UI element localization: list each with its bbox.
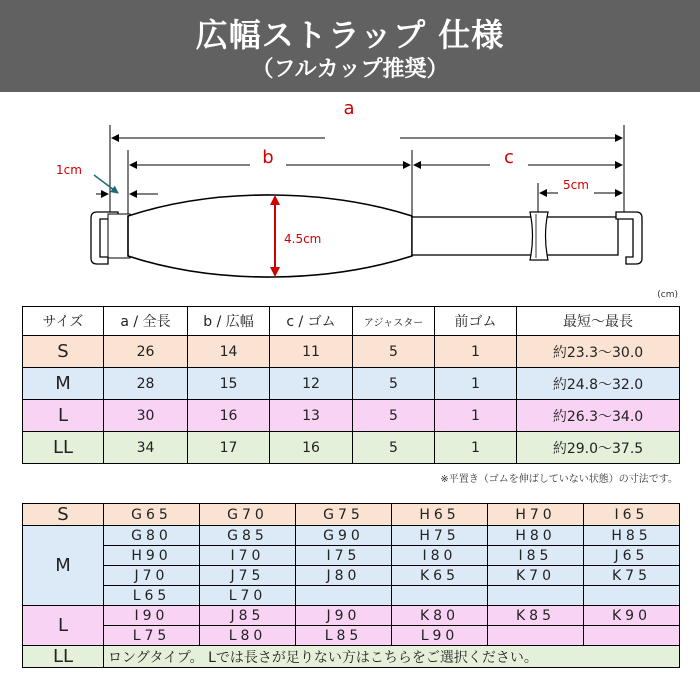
bra-size-cell: H80 [488, 526, 584, 546]
bra-size-cell: G85 [200, 526, 296, 546]
bra-size-cell: J75 [200, 566, 296, 586]
spec-adjuster: 5 [353, 400, 435, 432]
bra-row-m [23, 526, 680, 546]
bra-size-cell: G80 [104, 526, 200, 546]
label-width: 4.5cm [284, 232, 322, 246]
bra-size-label: S [23, 504, 104, 526]
bra-size-cell: L90 [392, 626, 488, 646]
bra-row-m [23, 586, 680, 606]
spec-adjuster: 5 [353, 368, 435, 400]
spec-front: 1 [435, 336, 517, 368]
bra-row-l [23, 606, 680, 626]
spec-range: 約23.3〜30.0 [517, 336, 680, 368]
page-subtitle: （フルカップ推奨） [251, 57, 449, 82]
bra-row-m [23, 566, 680, 586]
spec-b: 14 [188, 336, 270, 368]
pointer-1cm [94, 175, 118, 193]
page-title: 広幅ストラップ 仕様 [195, 16, 505, 54]
bra-size-cell: G65 [104, 504, 200, 526]
header-c: c / ゴム [270, 307, 353, 336]
spec-a: 34 [104, 432, 188, 464]
spec-a: 26 [104, 336, 188, 368]
spec-table [22, 306, 680, 464]
label-1cm: 1cm [56, 163, 82, 177]
bra-size-cell: H70 [488, 504, 584, 526]
bra-size-cell [392, 586, 488, 606]
spec-row-l [23, 400, 680, 432]
bra-size-table [22, 503, 680, 668]
strap-diagram [0, 92, 700, 292]
bra-size-label: LL [23, 646, 104, 668]
bra-size-cell: I90 [104, 606, 200, 626]
bra-size-cell: J70 [104, 566, 200, 586]
spec-front: 1 [435, 400, 517, 432]
bra-row-ll [23, 646, 680, 668]
bra-row-l [23, 626, 680, 646]
bra-size-cell: K75 [584, 566, 680, 586]
bra-size-cell: K70 [488, 566, 584, 586]
spec-b: 16 [188, 400, 270, 432]
header-a: a / 全長 [104, 307, 188, 336]
bra-size-cell: K80 [392, 606, 488, 626]
header-banner [0, 0, 700, 92]
bra-size-cell: J90 [296, 606, 392, 626]
bra-size-cell: K65 [392, 566, 488, 586]
bra-size-cell: L85 [296, 626, 392, 646]
bra-size-cell: I75 [296, 546, 392, 566]
strap-illustration [91, 195, 642, 277]
spec-range: 約26.3〜34.0 [517, 400, 680, 432]
bra-size-cell [488, 626, 584, 646]
spec-c: 16 [270, 432, 353, 464]
bra-size-cell: I70 [200, 546, 296, 566]
spec-header-row [23, 307, 680, 336]
spec-c: 12 [270, 368, 353, 400]
spec-front: 1 [435, 432, 517, 464]
bra-size-cell: H90 [104, 546, 200, 566]
bra-size-cell: J65 [584, 546, 680, 566]
bra-size-cell: J80 [296, 566, 392, 586]
label-b: b [262, 147, 274, 168]
bra-size-cell [296, 586, 392, 606]
header-adjuster: アジャスター [353, 307, 435, 336]
bra-size-cell: I65 [584, 504, 680, 526]
spec-size: M [23, 368, 104, 400]
bra-size-cell: L65 [104, 586, 200, 606]
bra-size-cell: H65 [392, 504, 488, 526]
spec-a: 28 [104, 368, 188, 400]
bra-size-cell [584, 586, 680, 606]
bra-size-cell: G75 [296, 504, 392, 526]
bra-size-cell: G90 [296, 526, 392, 546]
spec-row-s [23, 336, 680, 368]
header-b: b / 広幅 [188, 307, 270, 336]
spec-size: LL [23, 432, 104, 464]
bra-row-s [23, 504, 680, 526]
unit-label: (cm) [657, 290, 678, 300]
spec-c: 11 [270, 336, 353, 368]
spec-row-m [23, 368, 680, 400]
bra-size-cell: H85 [584, 526, 680, 546]
spec-c: 13 [270, 400, 353, 432]
spec-b: 15 [188, 368, 270, 400]
bra-size-cell: K85 [488, 606, 584, 626]
header-front: 前ゴム [435, 307, 517, 336]
header-size: サイズ [23, 307, 104, 336]
spec-size: S [23, 336, 104, 368]
measurement-note: ※平置き（ゴムを伸ばしていない状態）の寸法です。 [440, 474, 678, 485]
label-c: c [504, 147, 514, 168]
bra-size-cell: L75 [104, 626, 200, 646]
long-type-note: ロングタイプ。 Lでは長さが足りない方はこちらをご選択ください。 [104, 646, 680, 668]
spec-front: 1 [435, 368, 517, 400]
bra-size-cell: L80 [200, 626, 296, 646]
spec-range: 約29.0〜37.5 [517, 432, 680, 464]
bra-size-label: L [23, 606, 104, 646]
bra-size-cell: L70 [200, 586, 296, 606]
bra-size-cell: J85 [200, 606, 296, 626]
spec-size: L [23, 400, 104, 432]
spec-range: 約24.8〜32.0 [517, 368, 680, 400]
bra-size-cell: G70 [200, 504, 296, 526]
spec-row-ll [23, 432, 680, 464]
bra-size-cell: H75 [392, 526, 488, 546]
spec-a: 30 [104, 400, 188, 432]
bra-size-cell: I85 [488, 546, 584, 566]
bra-row-m [23, 546, 680, 566]
bra-size-label: M [23, 526, 104, 606]
spec-adjuster: 5 [353, 432, 435, 464]
bra-size-cell: K90 [584, 606, 680, 626]
header-range: 最短〜最長 [517, 307, 680, 336]
label-a: a [343, 98, 355, 119]
spec-adjuster: 5 [353, 336, 435, 368]
spec-b: 17 [188, 432, 270, 464]
bra-size-cell: I80 [392, 546, 488, 566]
label-5cm: 5cm [563, 178, 589, 192]
bra-size-cell [584, 626, 680, 646]
bra-size-cell [488, 586, 584, 606]
